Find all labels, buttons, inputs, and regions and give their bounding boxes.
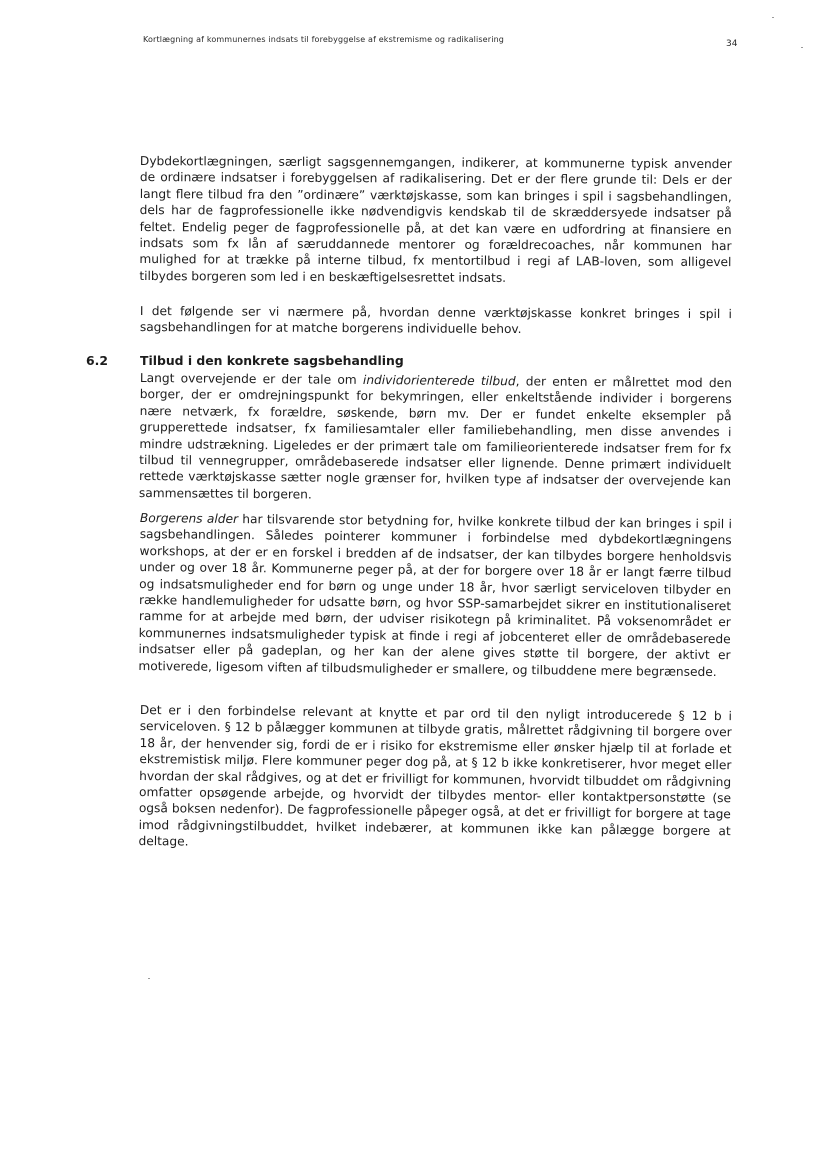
paragraph-section-12b: Det er i den forbindelse relevant at knytte et par ord til den nyligt introducerede § 12 b i serviceloven. § 12 b pålægger kommunen at tilbyde gratis, målrettet rådgivning til borgere over 18 år, der henvender sig, fordi de er i risiko for ekstremisme eller ønsker hjælp til at forlade et ekstremistisk miljø. Flere kommuner peger dog på, at § 12 b ikke konkretiserer, hvor meget eller hvordan der skal rådgives, og at det er frivilligt for kommunen, hvorvidt tilbuddet om rådgivning omfatter opsøgende arbejde, og hvorvidt der tilbydes mentor- eller kontaktpersonstøtte (se også boksen nedenfor). De fagprofessionelle påpeger også, at det er frivilligt for borgere at tage imod rådgivningstilbuddet, hvilket indebærer, at kommunen ikke kan pålægge borgere at deltage.	[138, 702, 732, 849]
paragraph-text: , der enten er målrettet mod den borger, der er omdrejningspunkt for bekymringen, eller enkeltstående individer i borgerens nære netværk, fx forældre, søskende, børn mv. Der er fundet enkelte eksempler på grupperettede indsatser, fx familiesamtaler eller familiebehandling, men disse anvendes i mindre udstrækning. Ligeledes er der primært tale om familieorienterede indsatser frem for fx tilbud til vennegrupper, områdebaserede indsatser eller lignende. Denne primært individuelt rettede værktøjskasse sætter nogle grænser for, hvilken type af indsatser der overvejende kan sammensættes til borgeren.	[138, 374, 732, 502]
emphasis-text: individorienterede tilbud	[362, 372, 516, 389]
section-title: Tilbud i den konkrete sagsbehandling	[140, 353, 404, 368]
scan-speck	[148, 978, 150, 979]
paragraph-intro: Dybdekortlægningen, særligt sagsgennemgangen, indikerer, at kommunerne typisk anvender de ordinære indsatser i forebyggelsen af radikalisering. Det er der flere grunde til: Dels er der langt flere tilbud fra den ”ordinære” værktøjskasse, som kan bringes i spil i sagsbehandlingen, dels har de fagprofessionelle ikke nødvendigvis kendskab til de skræddersyede indsatser på feltet. Endelig peger de fagprofessionelle på, at det kan være en udfordring at finansiere en indsats som fx lån af særuddannede mentorer og forældrecoaches, når kommunen har mulighed for at trække på interne tilbud, fx mentortilbud i regi af LAB-loven, som alligevel tilbydes borgeren som led i en beskæftigelsesrettet indsats.	[139, 153, 732, 285]
paragraph-individual-offers	[139, 370, 732, 506]
paragraph-citizen-age	[138, 510, 732, 680]
running-header: Kortlægning af kommunernes indsats til forebyggelse af ekstremisme og radikalisering	[143, 35, 505, 44]
section-number: 6.2	[86, 353, 108, 368]
scan-speck	[801, 47, 803, 48]
emphasis-text: Borgerens alder	[139, 510, 239, 527]
paragraph-text: Langt overvejende er der tale om	[139, 370, 364, 387]
page-number: 34	[726, 39, 738, 49]
paragraph-text: har tilsvarende stor betydning for, hvilke konkrete tilbud der kan bringes i spil i sagsbehandlingen. Således pointerer kommuner i forbindelse med dybdekortlægningens workshops, at der er en forskel i bredden af de indsatser, der kan tilbydes borgere henholdsvis under og over 18 år. Kommunerne peger på, at der for borgere over 18 år er langt færre tilbud og indsatsmuligheder end for børn og unge under 18 år, hvor særligt serviceloven tilbyder en række handlemuligheder for udsatte børn, og hvor SSP-samarbejdet sikrer en institutionaliseret ramme for at arbejde med børn, der udviser risikotegn på kriminalitet. På voksenområdet er kommunernes indsatsmuligheder typisk at finde i regi af jobcenteret eller de områdebaserede indsatser eller på gadeplan, og her kan der alene gives støtte til borgere, der aktivt er motiverede, ligesom viften af tilbudsmuligheder er smallere, og tilbuddene mere begrænsede.	[138, 512, 732, 679]
paragraph-transition: I det følgende ser vi nærmere på, hvordan denne værktøjskasse konkret bringes i spil i sagsbehandlingen for at matche borgerens individuelle behov.	[139, 304, 732, 337]
scan-speck	[772, 17, 774, 18]
